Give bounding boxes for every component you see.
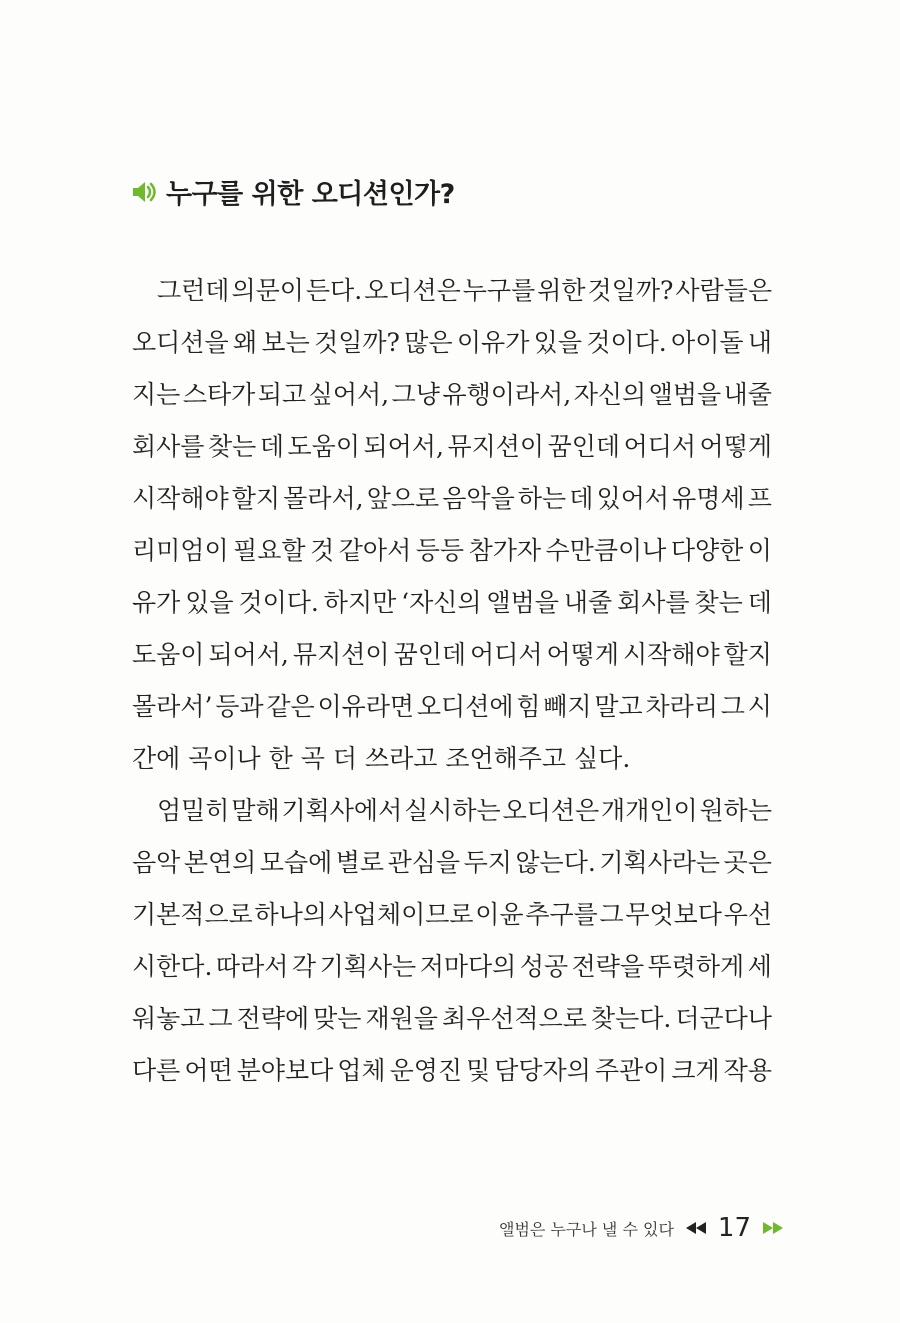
text-line	[132, 421, 772, 473]
word: 따라서	[215, 952, 289, 981]
word: 세	[747, 952, 772, 981]
word: 오디션에	[416, 692, 514, 721]
word: 자신의	[573, 380, 647, 409]
word: 그런데	[157, 276, 230, 305]
word: ‘자신의	[401, 588, 482, 617]
word: 추구를	[525, 900, 598, 929]
word: 어떤	[184, 1056, 233, 1085]
text-line	[132, 369, 772, 421]
word: 앨범을	[486, 588, 559, 617]
page-number: 17	[717, 1213, 751, 1243]
text-line	[132, 837, 772, 889]
text-line	[132, 941, 772, 993]
paragraph	[132, 785, 772, 1097]
word: 데	[569, 484, 594, 513]
word: 관심을	[387, 848, 461, 877]
word: 있을	[185, 588, 234, 617]
word: 맞는	[313, 1004, 362, 1033]
word: 꿈인데	[547, 432, 621, 461]
word: 뮤지션이	[292, 640, 390, 669]
rewind-icon	[684, 1221, 708, 1235]
word: 기획사라는	[599, 848, 721, 877]
word: 개개인이	[601, 796, 698, 825]
word: 시	[747, 692, 772, 721]
word: 도움이	[287, 432, 360, 461]
word: 원하는	[699, 796, 772, 825]
word: 및	[466, 1056, 491, 1085]
word: 무엇보다	[625, 900, 722, 929]
word: 시작해야	[132, 484, 229, 513]
word: 오디션은	[364, 276, 461, 305]
text-line	[132, 473, 772, 525]
word: 누구를	[462, 276, 536, 305]
word: 실시하는	[404, 796, 501, 825]
word: 수만큼이나	[545, 536, 667, 565]
word: 많은	[404, 328, 453, 357]
word: 모습에	[259, 848, 333, 877]
word: 내줄	[563, 588, 613, 617]
word: 찾는	[694, 588, 743, 617]
word: 시작해야	[623, 640, 720, 669]
word: 필요할	[233, 536, 306, 565]
word: 하지만	[323, 588, 397, 617]
word: 있을	[533, 328, 582, 357]
word: 그	[720, 692, 745, 721]
word: 전략에	[236, 1004, 310, 1033]
word: 두지	[463, 848, 512, 877]
word: 운영진	[389, 1056, 463, 1085]
word: 다양한	[670, 536, 744, 565]
text-line	[132, 577, 772, 629]
word: 어떻게	[546, 640, 619, 669]
word: 참가자	[468, 536, 542, 565]
word: 사업체이므로	[328, 900, 474, 929]
text-line	[132, 785, 772, 837]
word: 몰라서’	[132, 692, 213, 721]
fast-forward-icon	[761, 1221, 785, 1235]
word: 같은	[266, 692, 315, 721]
word: 재원을	[365, 1004, 438, 1033]
word: 보는	[261, 328, 310, 357]
word: 워놓고	[132, 1004, 205, 1033]
word: 것	[310, 536, 335, 565]
word: 이	[747, 536, 772, 565]
word: 뚜렷하게	[647, 952, 745, 981]
word: 있어서	[596, 484, 670, 513]
word: 하는	[517, 484, 567, 513]
word: 내줄	[723, 380, 772, 409]
word: 싶어서,	[308, 380, 390, 409]
word: 않는다.	[515, 848, 596, 877]
word: 전략을	[571, 952, 645, 981]
word: 찾는다.	[590, 1004, 672, 1033]
word: 분야보다	[236, 1056, 334, 1085]
word: 하나의	[254, 900, 327, 929]
word: 우선	[723, 900, 772, 929]
text-line	[132, 265, 772, 317]
word: 되어서,	[363, 432, 444, 461]
word: 음악을	[442, 484, 515, 513]
word: 아이돌	[671, 328, 744, 357]
word: 왜	[232, 328, 258, 357]
word: 그냥	[391, 380, 440, 409]
section-heading	[130, 172, 455, 211]
word: 같아서	[338, 536, 412, 565]
word: 유행이라서,	[442, 380, 572, 409]
word: 이유라면	[317, 692, 415, 721]
word: 뮤지션이	[447, 432, 545, 461]
word: 그	[599, 900, 624, 929]
word: 의문이	[231, 276, 304, 305]
speaker-icon	[130, 178, 158, 206]
word: 유명세	[672, 484, 745, 513]
word: 힘	[516, 692, 541, 721]
word: 기획사는	[319, 952, 417, 981]
word: 데	[259, 432, 284, 461]
text-line	[132, 889, 772, 941]
word: 성공	[519, 952, 569, 981]
word: 이윤	[475, 900, 524, 929]
word: 기본적으로	[132, 900, 253, 929]
text-line	[132, 1045, 772, 1097]
word: 스타가	[182, 380, 256, 409]
word: 앞으로	[366, 484, 440, 513]
word: 것일까?	[314, 328, 400, 357]
running-title: 앨범은 누구나 낼 수 있다	[499, 1219, 674, 1239]
word: 사람들은	[675, 276, 772, 305]
word: 도움이	[132, 640, 205, 669]
word: 이유가	[456, 328, 530, 357]
word: 담당자의	[494, 1056, 591, 1085]
word: 작용	[723, 1056, 772, 1085]
word: 등등	[415, 536, 465, 565]
word: 각	[291, 952, 317, 981]
word: 시한다.	[132, 952, 213, 981]
word: 오디션은	[502, 796, 600, 825]
text-line	[132, 525, 772, 577]
word: 위한	[537, 276, 586, 305]
page-footer	[499, 1213, 785, 1243]
section-title: 누구를 위한 오디션인가?	[166, 179, 455, 210]
word: 지는	[132, 380, 181, 409]
word: 업체	[337, 1056, 386, 1085]
text-line	[132, 681, 772, 733]
word: 곳은	[723, 848, 772, 877]
word: 몰라서,	[283, 484, 364, 513]
body-text	[132, 265, 772, 1097]
word: 어디서	[623, 432, 697, 461]
word: 회사를	[132, 432, 205, 461]
word: 더군다나	[675, 1004, 772, 1033]
word: 빼지	[543, 692, 592, 721]
word: 오디션을	[132, 328, 229, 357]
word: 것일까?	[587, 276, 674, 305]
text-line	[132, 993, 772, 1045]
word: 본연의	[183, 848, 257, 877]
word: 어디서	[470, 640, 543, 669]
paragraph	[132, 265, 772, 785]
word: 것이다.	[238, 588, 319, 617]
word: 다른	[132, 1056, 181, 1085]
text-line	[132, 629, 772, 681]
word: 음악	[132, 848, 181, 877]
word: 찾는	[207, 432, 257, 461]
word: 등과	[215, 692, 264, 721]
word: 할지	[723, 640, 772, 669]
word: 내	[747, 328, 772, 357]
word: 그	[208, 1004, 233, 1033]
word: 엄밀히	[157, 796, 230, 825]
word: 차라리	[645, 692, 718, 721]
word: 기획사에서	[281, 796, 403, 825]
word: 유가	[132, 588, 181, 617]
word: 어떻게	[699, 432, 772, 461]
word: 크게	[671, 1056, 720, 1085]
text-line: 간에 곡이나 한 곡 더 쓰라고 조언해주고 싶다.	[132, 744, 631, 773]
word: 앨범을	[648, 380, 722, 409]
word: 최우선적으로	[441, 1004, 587, 1033]
word: 꿈인데	[393, 640, 467, 669]
text-line	[132, 317, 772, 369]
word: 회사를	[617, 588, 690, 617]
word: 되어서,	[208, 640, 289, 669]
word: 별로	[335, 848, 385, 877]
word: 저마다의	[419, 952, 517, 981]
word: 프	[747, 484, 772, 513]
word: 주관이	[594, 1056, 668, 1085]
word: 데	[747, 588, 772, 617]
word: 말고	[594, 692, 643, 721]
word: 할지	[231, 484, 281, 513]
word: 든다.	[305, 276, 363, 305]
word: 리미엄이	[132, 536, 229, 565]
word: 것이다.	[586, 328, 667, 357]
word: 말해	[231, 796, 280, 825]
word: 되고	[257, 380, 307, 409]
